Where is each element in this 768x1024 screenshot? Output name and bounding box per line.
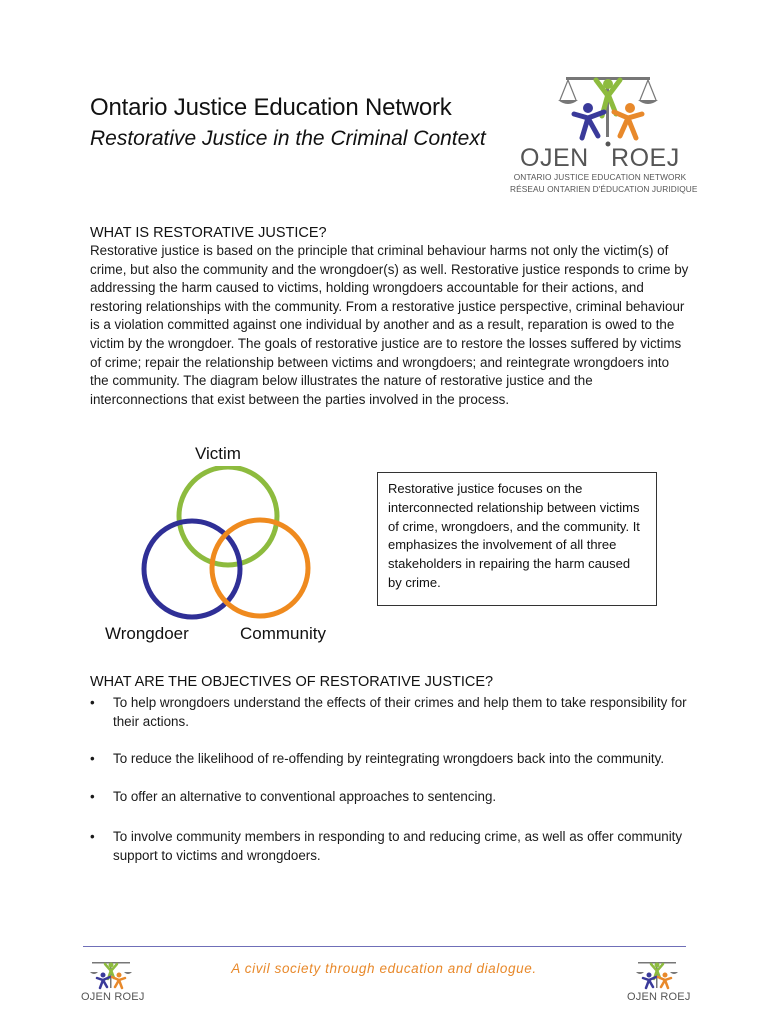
footer-tagline: A civil society through education and dialogue. [231,961,537,976]
logo-wordmark: OJEN ROEJ [520,144,680,172]
org-title: Ontario Justice Education Network [90,94,452,121]
footer-logo-left [80,960,145,1010]
footer-logo-text: OJEN ROEJ [81,991,145,1003]
bullet-icon: • [90,788,95,804]
victim-circle [179,467,277,565]
ojen-small-logo-icon [80,960,142,992]
footer-divider [83,946,686,947]
section-heading-what-is: WHAT IS RESTORATIVE JUSTICE? [90,225,327,241]
ojen-small-logo-icon [626,960,688,992]
logo-tagline-fr: RÉSEAU ONTARIEN D'ÉDUCATION JURIDIQUE [510,184,698,194]
objectives-list [90,694,690,865]
ojen-logo-icon [508,74,688,149]
list-item-text: To involve community members in responding to and reducing crime, as well as offer community support to victims and wrongdoers. [113,829,683,863]
bullet-icon: • [90,695,95,710]
list-item-text: To help wrongdoers understand the effects of their crimes and help them to take responsibility for their actions. [113,695,687,729]
list-item-text: To reduce the likelihood of re-offending by reintegrating wrongdoers back into the community. [113,751,665,766]
community-label: Community [240,624,326,643]
bullet-icon: • [90,829,95,844]
logo-tagline-en: ONTARIO JUSTICE EDUCATION NETWORK [513,172,687,182]
document-subtitle: Restorative Justice in the Criminal Context [90,127,486,150]
bullet-icon: • [90,751,95,766]
list-item [90,828,690,865]
victim-label: Victim [195,444,241,463]
venn-circles [100,466,360,646]
venn-diagram [100,440,360,650]
list-item [90,694,690,731]
list-item [90,788,690,807]
ojen-logo [508,74,698,199]
footer-logo-right [626,960,691,1010]
community-circle [212,520,308,616]
callout-box: Restorative justice focuses on the interconnected relationship between victims of crime, wrongdoers, and the community. It emphasizes the involvement of all three stakeholders in repairing the harm caused by crime. [377,472,657,606]
footer-logo-text: OJEN ROEJ [627,991,691,1003]
list-item [90,750,690,769]
section-heading-objectives: WHAT ARE THE OBJECTIVES OF RESTORATIVE JUSTICE? [90,674,494,690]
wrongdoer-label: Wrongdoer [105,624,189,643]
list-item-text: To offer an alternative to conventional approaches to sentencing. [113,788,497,804]
intro-paragraph: Restorative justice is based on the principle that criminal behaviour harms not only the victim(s) of crime, but also the community and the wrongdoer(s) as well. Restorative justice responds to crime by addressing the harm caused to victims, holding wrongdoers accountable for their actions, and restoring relationships with the community. From a restorative justice perspective, criminal behaviour is a violation committed against one individual by another and as a result, reparation is owed to the victim by the wrongdoer. The goals of restorative justice are to restore the losses suffered by victims of crime; repair the relationship between victims and wrongdoers; and reintegrate wrongdoers into the community. The diagram below illustrates the nature of restorative justice and the interconnections that exist between the parties involved in the process. [90,243,689,407]
